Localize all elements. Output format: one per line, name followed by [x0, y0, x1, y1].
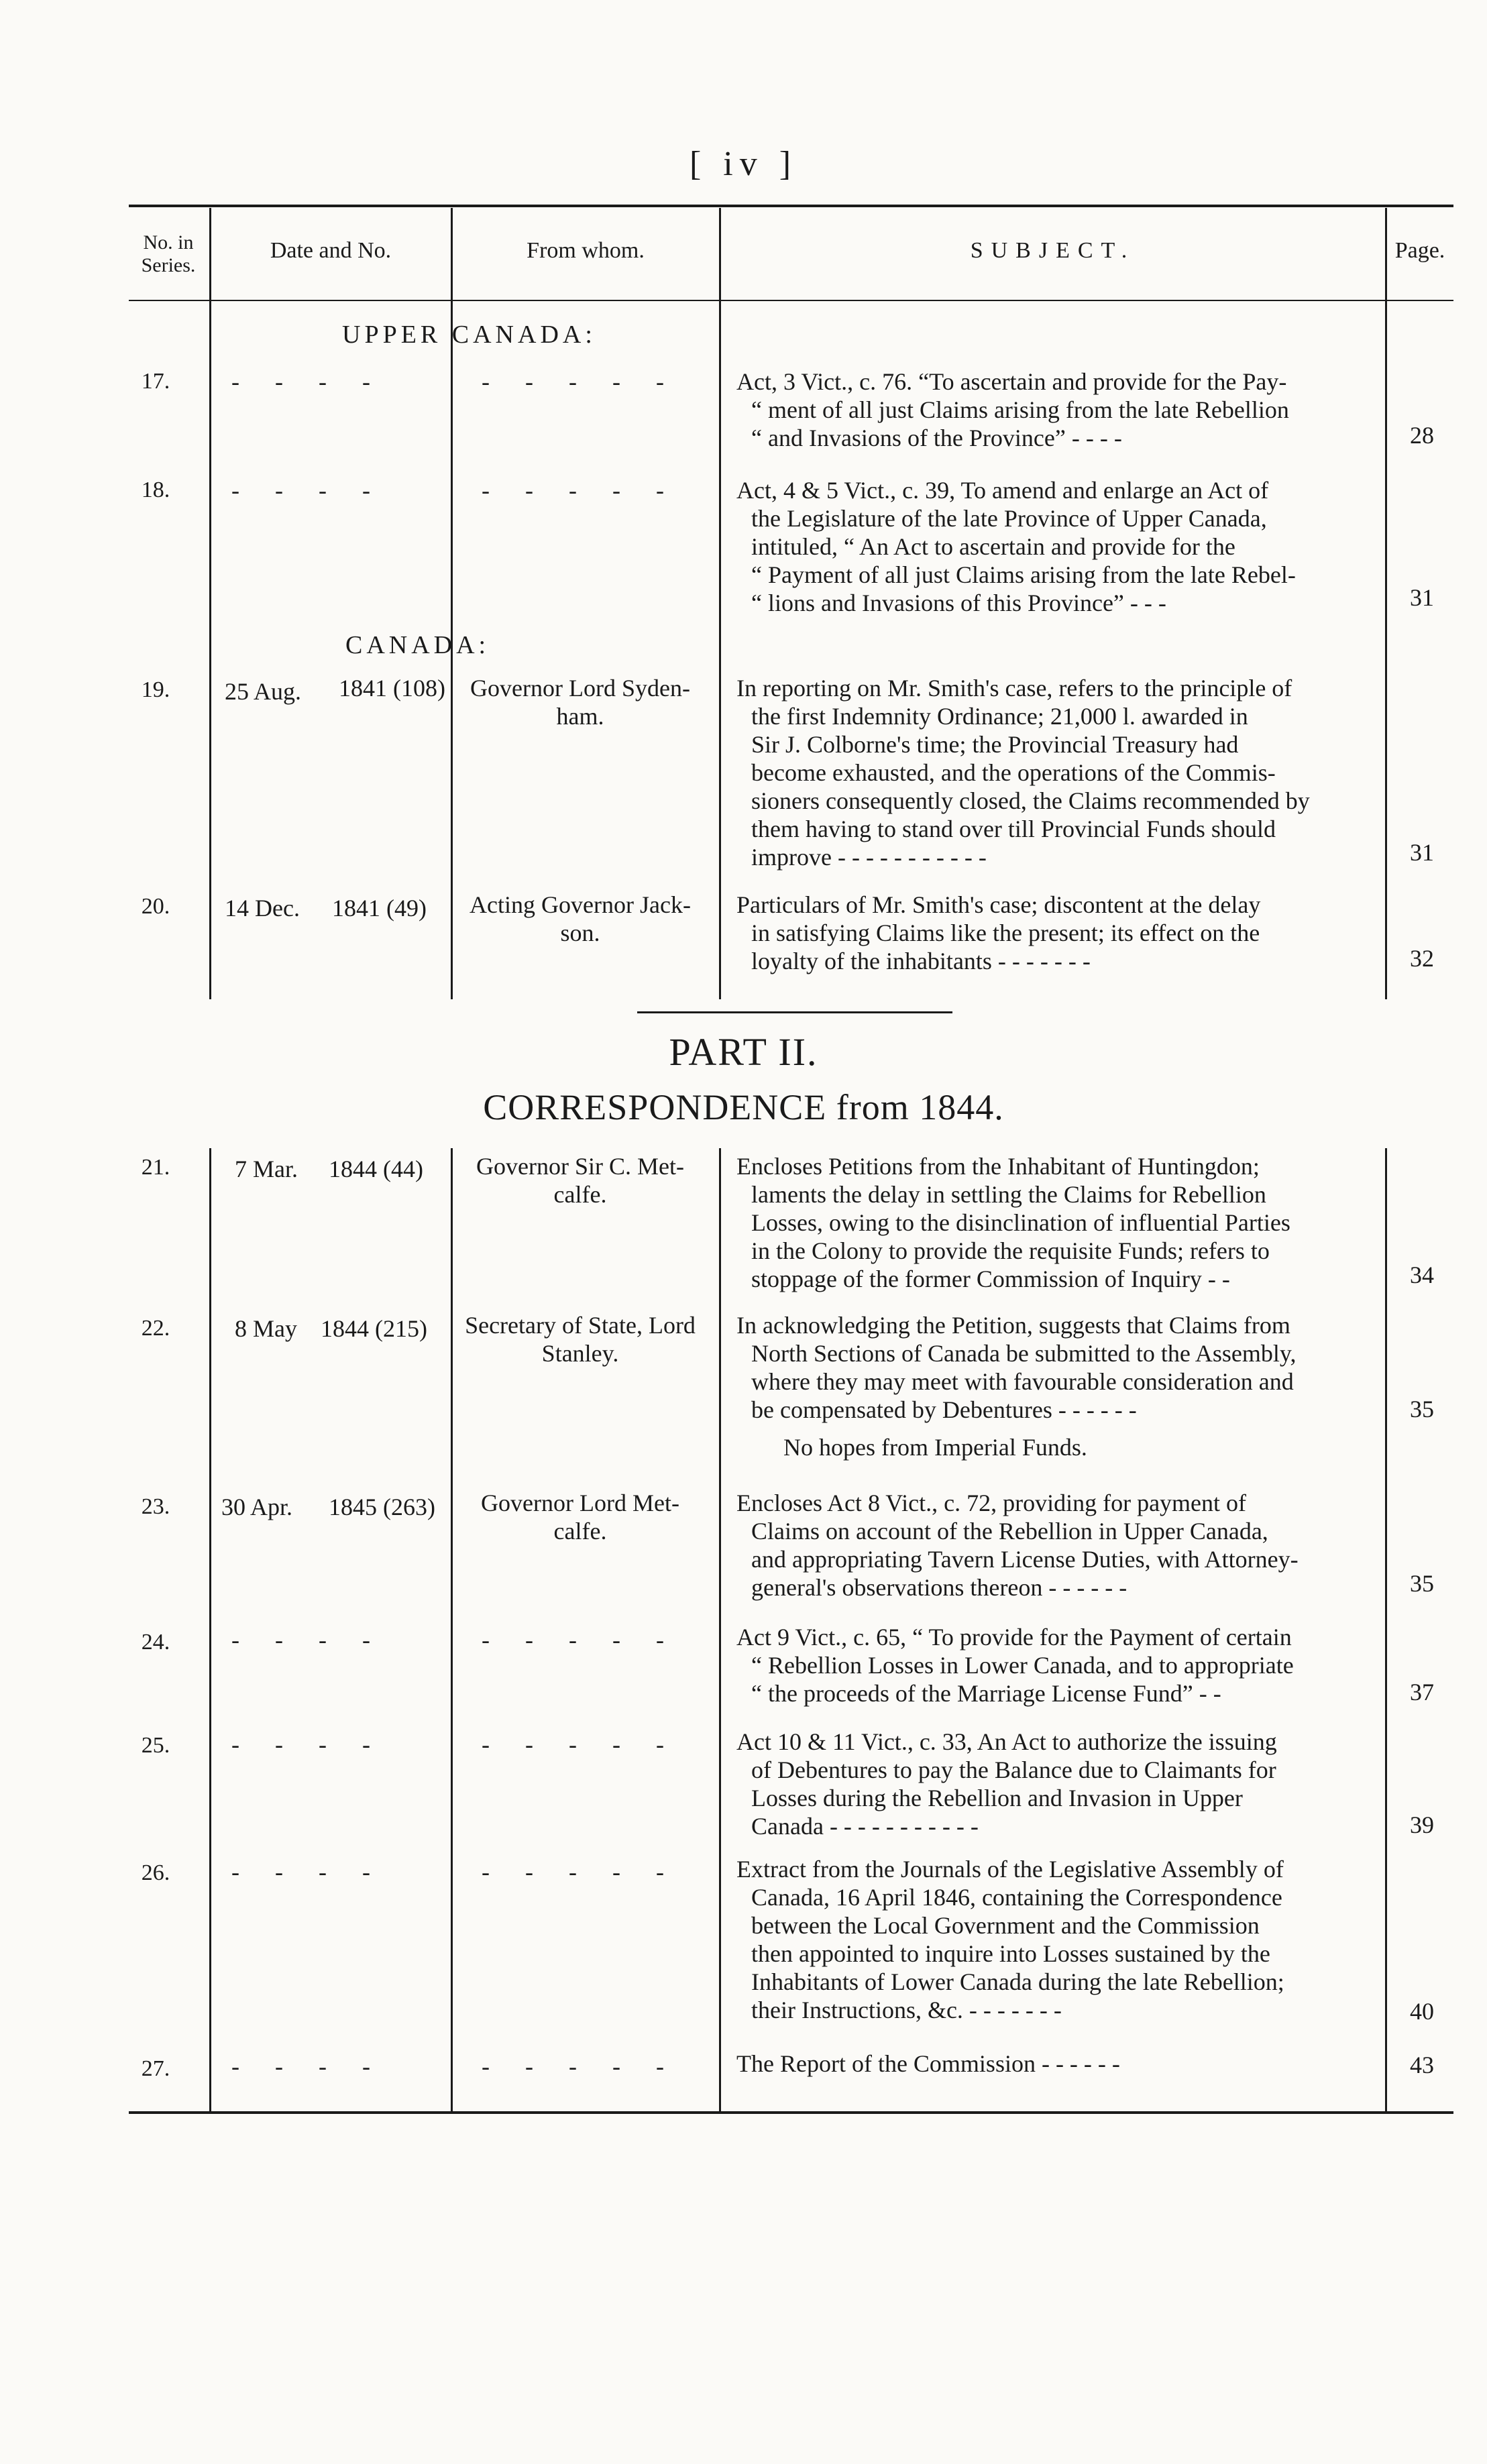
from-whom: Secretary of State, Lord Stanley.	[465, 1312, 696, 1367]
subject-line: Sir J. Colborne's time; the Provincial Treasury had	[751, 731, 1239, 758]
row-number: 19.	[141, 677, 170, 702]
date-dashes: - - - -	[231, 1731, 385, 1758]
subject-line: In reporting on Mr. Smith's case, refers to the principle of	[736, 675, 1292, 702]
subject-line: the first Indemnity Ordinance; 21,000 l. awarded in	[751, 703, 1248, 730]
page-ref: 37	[1410, 1679, 1434, 1705]
subject-line: Encloses Act 8 Vict., c. 72, providing for payment of	[736, 1490, 1247, 1516]
subject-line: No hopes from Imperial Funds.	[783, 1434, 1087, 1461]
page-ref: 31	[1410, 584, 1434, 611]
subject-line: Inhabitants of Lower Canada during the late Rebellion;	[751, 1968, 1284, 1995]
subject-line: improve - - - - - - - - - - -	[751, 844, 987, 871]
subject-line: loyalty of the inhabitants - - - - - - -	[751, 948, 1091, 974]
column-rule	[719, 208, 721, 999]
from-whom: Governor Sir C. Met-calfe.	[476, 1153, 684, 1208]
row-number: 27.	[141, 2056, 170, 2081]
row-number: 25.	[141, 1733, 170, 1758]
from-whom: Governor Lord Syden-ham.	[470, 675, 690, 730]
subject-text	[736, 1311, 1374, 1461]
page-ref: 35	[1410, 1396, 1434, 1422]
subject-line: sioners consequently closed, the Claims recommended by	[751, 787, 1310, 814]
section-label-upper-canada: UPPER CANADA:	[342, 321, 596, 349]
page-ref: 39	[1410, 1811, 1434, 1838]
subject-line: the Legislature of the late Province of Upper Canada,	[751, 505, 1267, 532]
date-day: 25 Aug.	[225, 678, 302, 705]
page-ref: 34	[1410, 1262, 1434, 1288]
column-rule	[1385, 1148, 1387, 2111]
page-ref: 43	[1410, 2052, 1434, 2078]
subject-text	[736, 2050, 1374, 2078]
subject-line: laments the delay in settling the Claims for Rebellion	[751, 1181, 1266, 1208]
subject-text	[736, 1489, 1374, 1602]
row-number: 17.	[141, 369, 170, 394]
from-dashes: - - - - -	[482, 368, 679, 395]
page-ref: 32	[1410, 945, 1434, 972]
from-dashes: - - - - -	[482, 1858, 679, 1885]
section-label-canada: CANADA:	[345, 631, 490, 659]
header-page: Page.	[1394, 238, 1445, 263]
page-ref: 31	[1410, 839, 1434, 866]
subject-line: Canada - - - - - - - - - - -	[751, 1813, 979, 1840]
subject-line: Act, 4 & 5 Vict., c. 39, To amend and enlarge an Act of	[736, 477, 1269, 504]
page-number: [ iv ]	[689, 145, 798, 183]
header-date-and-no: Date and No.	[270, 238, 392, 263]
from-dashes: - - - - -	[482, 1731, 679, 1758]
row-number: 23.	[141, 1494, 170, 1519]
subject-line: “ Rebellion Losses in Lower Canada, and to appropriate	[751, 1652, 1294, 1679]
column-rule	[1385, 208, 1387, 999]
subject-line: Act, 3 Vict., c. 76. “To ascertain and provide for the Pay-	[736, 368, 1287, 395]
table-bottom-rule	[129, 2111, 1453, 2114]
column-rule	[719, 1148, 721, 2111]
subject-text	[736, 1623, 1374, 1707]
page-ref: 40	[1410, 1998, 1434, 2025]
subject-line: become exhausted, and the operations of the Commis-	[751, 759, 1276, 786]
subject-line: them having to stand over till Provincial Funds should	[751, 816, 1276, 842]
subject-line: Losses during the Rebellion and Invasion in Upper	[751, 1785, 1243, 1811]
row-number: 20.	[141, 894, 170, 919]
row-number: 21.	[141, 1155, 170, 1180]
subject-line: “ ment of all just Claims arising from the late Rebellion	[751, 396, 1289, 423]
date-dashes: - - - -	[231, 1626, 385, 1653]
date-day: 7 Mar.	[235, 1156, 298, 1182]
subject-text	[736, 476, 1374, 617]
subject-text	[736, 1728, 1374, 1840]
subject-line: between the Local Government and the Commission	[751, 1912, 1260, 1939]
subject-line: Act 9 Vict., c. 65, “ To provide for the Payment of certain	[736, 1624, 1292, 1650]
subject-line: intituled, “ An Act to ascertain and provide for the	[751, 533, 1235, 560]
correspondence-title: CORRESPONDENCE from 1844.	[483, 1087, 1004, 1127]
subject-line: in the Colony to provide the requisite Funds; refers to	[751, 1237, 1270, 1264]
header-from-whom: From whom.	[527, 238, 645, 263]
column-rule	[209, 208, 211, 999]
subject-text	[736, 674, 1374, 871]
subject-line: be compensated by Debentures - - - - - -	[751, 1396, 1137, 1423]
subject-line: Extract from the Journals of the Legislative Assembly of	[736, 1856, 1284, 1883]
subject-line: of Debentures to pay the Balance due to Claimants for	[751, 1756, 1276, 1783]
column-rule	[209, 1148, 211, 2111]
subject-line: In acknowledging the Petition, suggests that Claims from	[736, 1312, 1290, 1339]
table-top-rule	[129, 205, 1453, 207]
date-dashes: - - - -	[231, 2053, 385, 2080]
from-dashes: - - - - -	[482, 1626, 679, 1653]
date-year-number: 1841 (49)	[332, 895, 427, 921]
part-divider-rule	[637, 1011, 952, 1013]
date-dashes: - - - -	[231, 477, 385, 504]
column-rule	[451, 1148, 453, 2111]
date-year-number: 1844 (44)	[329, 1156, 423, 1182]
subject-line: in satisfying Claims like the present; its effect on the	[751, 919, 1260, 946]
subject-line: Canada, 16 April 1846, containing the Correspondence	[751, 1884, 1282, 1911]
part-title: PART II.	[669, 1030, 818, 1074]
date-year-number: 1845 (263)	[329, 1494, 435, 1520]
page-ref: 35	[1410, 1570, 1434, 1597]
date-day: 30 Apr.	[221, 1494, 293, 1520]
subject-line: “ and Invasions of the Province” - - - -	[751, 425, 1122, 451]
header-subject: SUBJECT.	[970, 238, 1136, 263]
subject-line: “ Payment of all just Claims arising from the late Rebel-	[751, 561, 1296, 588]
header-no-in-series: No. in Series.	[141, 231, 196, 276]
header-bottom-rule	[129, 300, 1453, 301]
subject-line: “ lions and Invasions of this Province” - - -	[751, 590, 1166, 616]
date-dashes: - - - -	[231, 368, 385, 395]
date-dashes: - - - -	[231, 1858, 385, 1885]
subject-line: their Instructions, &c. - - - - - - -	[751, 1997, 1062, 2023]
from-dashes: - - - - -	[482, 2053, 679, 2080]
subject-line: “ the proceeds of the Marriage License Fund” - -	[751, 1680, 1221, 1707]
subject-line: stoppage of the former Commission of Inquiry - -	[751, 1266, 1230, 1292]
from-whom: Acting Governor Jack-son.	[470, 891, 691, 946]
subject-line: Particulars of Mr. Smith's case; discontent at the delay	[736, 891, 1261, 918]
subject-line: then appointed to inquire into Losses sustained by the	[751, 1940, 1270, 1967]
subject-line: North Sections of Canada be submitted to the Assembly,	[751, 1340, 1297, 1367]
subject-text	[736, 1152, 1374, 1293]
row-number: 24.	[141, 1630, 170, 1655]
date-day: 14 Dec.	[225, 895, 300, 921]
from-whom: Governor Lord Met-calfe.	[481, 1490, 679, 1545]
subject-line: where they may meet with favourable consideration and	[751, 1368, 1294, 1395]
date-year-number: 1841 (108)	[339, 675, 445, 702]
row-number: 26.	[141, 1860, 170, 1885]
date-year-number: 1844 (215)	[321, 1315, 427, 1342]
subject-line: Act 10 & 11 Vict., c. 33, An Act to authorize the issuing	[736, 1728, 1277, 1755]
subject-line: Claims on account of the Rebellion in Upper Canada,	[751, 1518, 1268, 1545]
subject-line: Losses, owing to the disinclination of influential Parties	[751, 1209, 1290, 1236]
subject-line: The Report of the Commission - - - - - -	[736, 2050, 1120, 2077]
page-ref: 28	[1410, 422, 1434, 449]
subject-line: general's observations thereon - - - - - -	[751, 1574, 1127, 1601]
from-dashes: - - - - -	[482, 477, 679, 504]
subject-text	[736, 1855, 1374, 2024]
row-number: 22.	[141, 1316, 170, 1341]
date-day: 8 May	[235, 1315, 297, 1342]
subject-line: Encloses Petitions from the Inhabitant of Huntingdon;	[736, 1153, 1260, 1180]
subject-line: and appropriating Tavern License Duties, with Attorney-	[751, 1546, 1299, 1573]
subject-text	[736, 891, 1374, 975]
row-number: 18.	[141, 478, 170, 502]
subject-text	[736, 368, 1374, 452]
